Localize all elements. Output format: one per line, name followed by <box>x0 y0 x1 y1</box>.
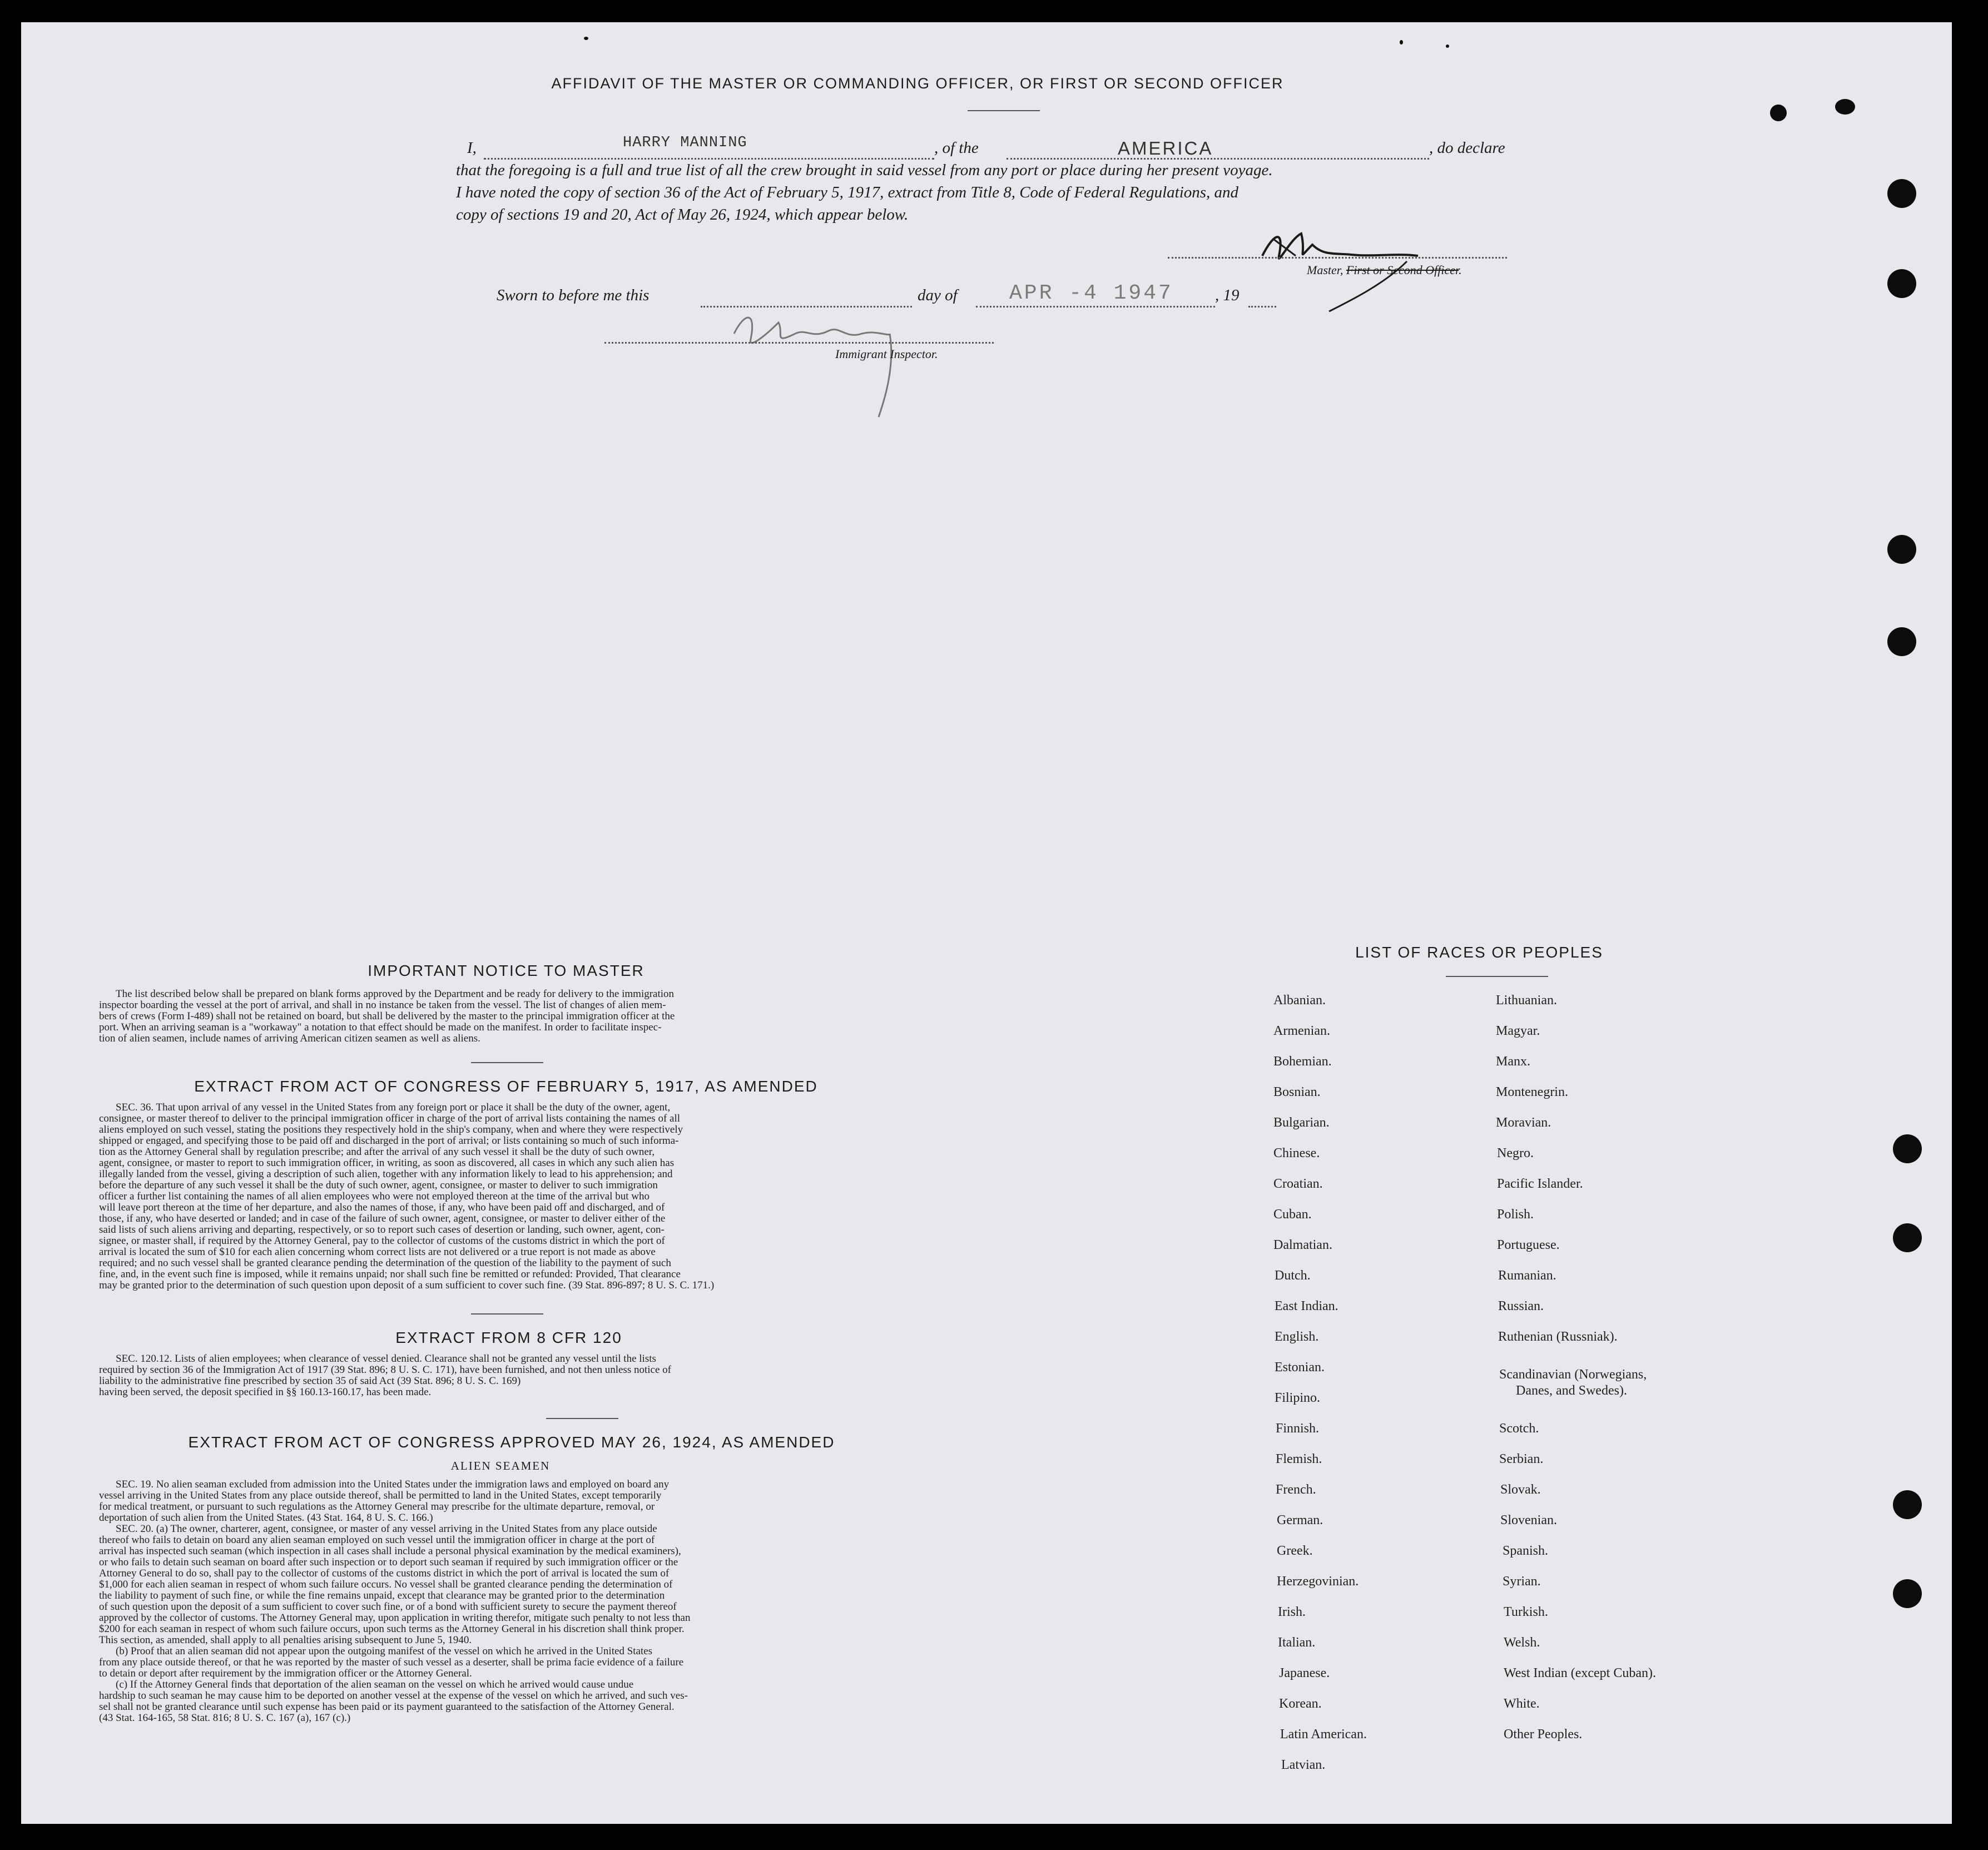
extract-1924-line: Attorney General to do so, shall pay to the collector of customs of the customs district in which the port of arrival is located the sum of <box>99 1568 670 1579</box>
extract-1917-text <box>99 1102 928 1291</box>
vessel-name-value: AMERICA <box>1118 138 1213 158</box>
punch-hole <box>1887 627 1916 656</box>
race-item: French. <box>1276 1482 1316 1497</box>
notice-line: port. When an arriving seaman is a "workaway" a notation to that effect should be made on the manifest. In order to facilitate inspec- <box>99 1021 662 1033</box>
extract-1917-line: SEC. 36. That upon arrival of any vessel in the United States from any foreign port or place it shall be the duty of the owner, agent, <box>116 1102 671 1113</box>
race-item: Negro. <box>1497 1146 1534 1160</box>
race-item: Slovenian. <box>1500 1513 1557 1527</box>
sworn-year-field[interactable] <box>1248 289 1276 307</box>
race-item: Welsh. <box>1504 1635 1540 1650</box>
ink-speck <box>1770 105 1787 121</box>
race-item: Scotch. <box>1499 1421 1539 1436</box>
extract-1924-line: This section, as amended, shall apply to all penalties arising subsequent to June 5, 1940. <box>99 1634 472 1646</box>
race-item: Japanese. <box>1279 1666 1330 1680</box>
race-item: Lithuanian. <box>1496 993 1557 1008</box>
race-item: Latin American. <box>1280 1727 1367 1742</box>
extract-cfr-line: liability to the administrative fine prescribed by section 35 of said Act (39 Stat. 896; 8 U. S. C. 169) <box>99 1375 521 1387</box>
race-item: Portuguese. <box>1497 1238 1560 1252</box>
sworn-label: Sworn to before me this <box>497 286 650 304</box>
extract-1917-line: officer a further list containing the names of all alien employees who were not employed thereon at the time of the arrival but who <box>99 1191 650 1202</box>
extract-1924-line: the liability to payment of such fine, or while the fine remains unpaid, except that clearance may be granted prior to the determination <box>99 1590 665 1601</box>
extract-cfr-line: SEC. 120.12. Lists of alien employees; when clearance of vessel denied. Clearance shall not be granted any vessel until the lists <box>116 1353 656 1365</box>
punch-hole <box>1893 1223 1922 1252</box>
extract-1924-subtitle: ALIEN SEAMEN <box>450 1459 551 1472</box>
notice-line: The list described below shall be prepared on blank forms approved by the Department and be ready for delivery to the immigration <box>116 988 675 1000</box>
race-item: Manx. <box>1496 1054 1530 1069</box>
sworn-month-field[interactable] <box>976 281 1215 307</box>
race-item: Finnish. <box>1276 1421 1320 1436</box>
race-item: German. <box>1277 1513 1323 1527</box>
section-divider <box>471 1313 543 1315</box>
notice-line: inspector boarding the vessel at the port of arrival, and shall in no instance be taken from the vessel. The list of changes of alien mem- <box>99 999 666 1011</box>
notice-title: IMPORTANT NOTICE TO MASTER <box>368 962 645 979</box>
notice-text <box>99 989 928 1044</box>
affidavit-line-2: that the foregoing is a full and true list of all the crew brought in said vessel from any port or place during her present voyage. <box>456 161 1273 179</box>
extract-1917-line: shipped or engaged, and specifying those to be paid off and discharged in the port of arrival; or lists containing so much of such informa- <box>99 1135 679 1147</box>
inspector-signature-line[interactable] <box>604 341 994 344</box>
extract-cfr-title: EXTRACT FROM 8 CFR 120 <box>395 1329 622 1346</box>
race-item: Cuban. <box>1273 1207 1312 1222</box>
master-name-field[interactable] <box>484 135 934 160</box>
extract-1924-line: approved by the collector of customs. The Attorney General may, upon application in writing therefor, mitigate such penalty to not less than <box>99 1612 691 1624</box>
day-of-label: day of <box>918 286 958 304</box>
race-item: Italian. <box>1278 1635 1316 1650</box>
race-item: Syrian. <box>1503 1574 1541 1589</box>
extract-1924-line: from any place outside thereof, or that he was reported by the master of such vessel as a deserter, shall be prima facie evidence of a failure <box>99 1656 684 1668</box>
extract-1917-line: will leave port thereon at the time of her departure, and also the names of those, if any, who have been paid off and discharged, and of <box>99 1202 665 1213</box>
extract-1917-line: signee, or master shall, if required by the Attorney General, pay to the collector of customs of the customs district in which the port of <box>99 1235 665 1247</box>
extract-1924-line: to detain or deport after requirement by the immigration officer or the Attorney General. <box>99 1668 472 1679</box>
punch-hole <box>1887 535 1916 564</box>
race-item: Dalmatian. <box>1273 1238 1332 1252</box>
extract-1917-line: fine, and, in the event such fine is imposed, while it remains unpaid; nor shall such fine be remitted or refunded: Provided, That clearance <box>99 1268 681 1280</box>
race-item: Montenegrin. <box>1496 1085 1568 1099</box>
punch-hole <box>1893 1134 1922 1163</box>
affidavit-line-3: I have noted the copy of section 36 of the Act of February 5, 1917, extract from Title 8, Code of Federal Regulations, and <box>456 183 1239 201</box>
extract-1917-title: EXTRACT FROM ACT OF CONGRESS OF FEBRUARY 5, 1917, AS AMENDED <box>194 1078 818 1095</box>
extract-1917-line: tion as the Attorney General shall by regulation prescribe; and after the arrival of any such vessel it shall be the duty of such owner, <box>99 1146 655 1158</box>
race-item: Irish. <box>1278 1605 1306 1619</box>
race-item: East Indian. <box>1275 1299 1338 1313</box>
race-item: Herzegovinian. <box>1277 1574 1359 1589</box>
punch-hole <box>1887 179 1916 208</box>
race-item: West Indian (except Cuban). <box>1504 1666 1656 1680</box>
title-divider <box>968 110 1040 111</box>
of-the-label: , of the <box>934 139 979 157</box>
extract-1924-line: thereof who fails to detain on board any alien seaman employed on such vessel until the immigration officer in charge at the port of <box>99 1534 655 1546</box>
race-item: Danes, and Swedes). <box>1516 1383 1627 1398</box>
race-item: English. <box>1275 1330 1319 1344</box>
extract-1924-line: arrival has inspected such seaman (which inspection in all cases shall include a personal physical examination by the medical examiners), <box>99 1545 681 1557</box>
ink-speck <box>1835 99 1855 115</box>
race-item: Latvian. <box>1281 1758 1326 1772</box>
race-item: Rumanian. <box>1498 1268 1556 1283</box>
extract-1917-line: aliens employed on such vessel, stating the positions they respectively hold in the ship's company, when and where they were respectively <box>99 1124 683 1135</box>
notice-line: bers of crews (Form I-489) shall not be retained on board, but shall be delivered by the master to the principal immigration officer at the <box>99 1010 675 1022</box>
race-item: Flemish. <box>1276 1452 1322 1466</box>
extract-1924-line: $1,000 for each alien seaman in respect of whom such failure occurs. No vessel shall be granted clearance pending the determination of <box>99 1579 673 1590</box>
race-item: Moravian. <box>1496 1115 1551 1130</box>
extract-1917-line: said lists of such aliens arriving and departing, respectively, or so to report such cases of desertion or landing, such owner, agent, con- <box>99 1224 665 1236</box>
extract-cfr-text <box>99 1353 928 1398</box>
master-signature-line[interactable] <box>1168 256 1507 259</box>
do-declare-label: , do declare <box>1429 139 1505 157</box>
extract-1924-line: for medical treatment, or pursuant to such regulations as the Attorney General may prescribe for the ultimate departure, removal, or <box>99 1501 655 1512</box>
race-item: Bohemian. <box>1273 1054 1332 1069</box>
inspector-caption: Immigrant Inspector. <box>835 347 938 361</box>
section-divider <box>471 1062 543 1063</box>
race-item: Armenian. <box>1273 1024 1330 1038</box>
punch-hole <box>1887 269 1916 298</box>
extract-1924-line: SEC. 19. No alien seaman excluded from admission into the United States under the immigration laws and employed on board any <box>116 1479 670 1490</box>
races-title: LIST OF RACES OR PEOPLES <box>1355 944 1603 961</box>
extract-cfr-line: having been served, the deposit specified in §§ 160.13-160.17, has been made. <box>99 1386 432 1398</box>
extract-1924-line: sel shall not be granted clearance until such expense has been paid or its payment guaranteed to the satisfaction of the Attorney General. <box>99 1701 675 1713</box>
race-item: Turkish. <box>1504 1605 1548 1619</box>
affidavit-i-label: I, <box>467 139 477 157</box>
race-item: Pacific Islander. <box>1497 1177 1583 1191</box>
extract-1924-text <box>99 1479 939 1724</box>
race-item: Scandinavian (Norwegians, <box>1499 1367 1647 1382</box>
notice-line: tion of alien seamen, include names of arriving American citizen seamen as well as aliens. <box>99 1033 480 1044</box>
extract-1924-line: (c) If the Attorney General finds that deportation of the alien seaman on the vessel on which he arrived would cause undue <box>116 1679 634 1690</box>
extract-1924-line: $200 for each seaman in respect of whom such failure occurs, upon such terms as the Attorney General in his discretion shall think proper. <box>99 1623 685 1635</box>
race-item: Korean. <box>1279 1697 1322 1711</box>
punch-hole <box>1893 1579 1922 1608</box>
affidavit-line-4: copy of sections 19 and 20, Act of May 26, 1924, which appear below. <box>456 206 909 224</box>
inspector-signature <box>723 300 945 423</box>
extract-1924-line: deportation of such alien from the United States. (43 Stat. 164, 8 U. S. C. 166.) <box>99 1512 433 1524</box>
race-item: Magyar. <box>1496 1024 1540 1038</box>
caption-period: . <box>1459 263 1462 277</box>
extract-1917-line: consignee, or master thereof to deliver to the principal immigration officer in charge of the port of arrival lists containing the names of all <box>99 1113 681 1124</box>
affidavit-title: AFFIDAVIT OF THE MASTER OR COMMANDING OFFICER, OR FIRST OR SECOND OFFICER <box>551 75 1284 92</box>
race-item: Filipino. <box>1275 1391 1321 1405</box>
extract-1924-line: vessel arriving in the United States from any place outside thereof, shall be permitted to land in the United States, except temporarily <box>99 1490 662 1501</box>
section-divider <box>546 1418 618 1419</box>
race-item: Slovak. <box>1500 1482 1541 1497</box>
punch-hole <box>1893 1490 1922 1519</box>
race-item: Spanish. <box>1503 1544 1549 1558</box>
race-item: Russian. <box>1498 1299 1544 1313</box>
extract-1924-line: SEC. 20. (a) The owner, charterer, agent, consignee, or master of any vessel arriving in the United States from any place outside <box>116 1523 657 1535</box>
extract-1924-line: hardship to such seaman he may cause him to be deported on another vessel at the expense of the vessel on which he arrived, and such ves- <box>99 1690 688 1702</box>
ink-speck <box>584 37 588 40</box>
extract-1917-line: illegally landed from the vessel, giving a description of such alien, together with any information likely to lead to his apprehension; and <box>99 1168 673 1180</box>
extract-1917-line: may be granted prior to the determination of such question upon deposit of a sum sufficient to cover such fine. (39 Stat. 896-897; 8 U. S. C. 171.) <box>99 1279 715 1291</box>
race-item: Chinese. <box>1273 1146 1320 1160</box>
struck-officer-caption: First or Second Officer <box>1346 263 1459 277</box>
extract-1917-line: before the departure of any such vessel it shall be the duty of such owner, agent, consignee, or master to deliver to such immigration <box>99 1179 658 1191</box>
extract-1924-line: of such question upon the deposit of a sum sufficient to cover such fine, or of a bond with sufficient surety to secure the payment thereof <box>99 1601 677 1613</box>
race-item: Dutch. <box>1275 1268 1311 1283</box>
extract-1917-line: agent, consignee, or master to report to such immigration officer, in writing, as soon as discovered, all cases in which any such alien has <box>99 1157 675 1169</box>
race-item: Other Peoples. <box>1504 1727 1583 1742</box>
race-item: Estonian. <box>1275 1360 1325 1375</box>
extract-cfr-line: required by section 36 of the Immigration Act of 1917 (39 Stat. 896; 8 U. S. C. 171), have been furnished, and not then unless notice of <box>99 1364 671 1376</box>
race-item: Bosnian. <box>1273 1085 1321 1099</box>
extract-1924-title: EXTRACT FROM ACT OF CONGRESS APPROVED MAY 26, 1924, AS AMENDED <box>188 1434 835 1451</box>
ink-speck <box>1446 44 1449 48</box>
master-caption <box>1307 263 1462 277</box>
races-divider <box>1446 976 1548 977</box>
year-label: , 19 <box>1215 286 1240 304</box>
race-item: Bulgarian. <box>1273 1115 1330 1130</box>
ink-speck <box>1400 40 1403 44</box>
master-name-value: HARRY MANNING <box>623 135 747 151</box>
extract-1917-line: arrival is located the sum of $10 for each alien concerning whom correct lists are not delivered or a true report is not made as above <box>99 1246 656 1258</box>
vessel-name-field[interactable] <box>1007 139 1429 160</box>
race-item: White. <box>1504 1697 1540 1711</box>
race-item: Serbian. <box>1499 1452 1544 1466</box>
extract-1924-line: (b) Proof that an alien seaman did not appear upon the outgoing manifest of the vessel on which he arrived in the United States <box>116 1645 653 1657</box>
extract-1924-line: (43 Stat. 164-165, 58 Stat. 816; 8 U. S. C. 167 (a), 167 (c).) <box>99 1712 351 1724</box>
race-item: Ruthenian (Russniak). <box>1498 1330 1618 1344</box>
race-item: Polish. <box>1497 1207 1534 1222</box>
extract-1924-line: or who fails to detain such seaman on board after such inspection or to deport such seaman if required by such immigration officer or the <box>99 1556 678 1568</box>
race-item: Croatian. <box>1273 1177 1323 1191</box>
race-item: Greek. <box>1277 1544 1313 1558</box>
master-caption-text: Master, <box>1307 263 1343 277</box>
extract-1917-line: required; and no such vessel shall be granted clearance pending the determination of the question of the liability to the payment of such <box>99 1257 671 1269</box>
extract-1917-line: those, if any, who have deserted or landed; and in case of the failure of such owner, agent, consignee, or master to deliver either of the <box>99 1213 666 1224</box>
date-stamp: APR -4 1947 <box>1009 281 1173 305</box>
race-item: Albanian. <box>1273 993 1326 1008</box>
